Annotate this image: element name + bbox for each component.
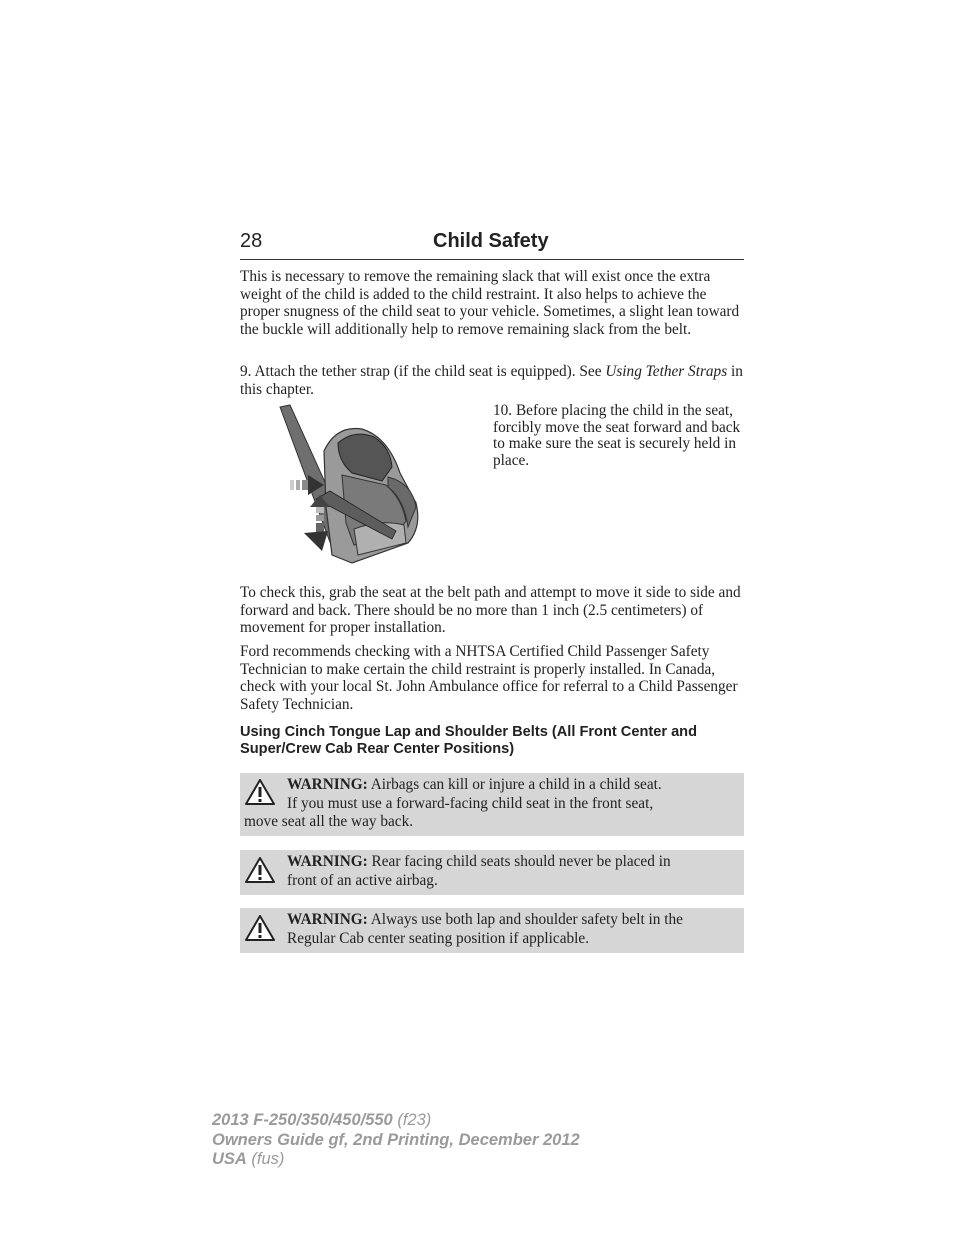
footer-guide-line: Owners Guide gf, 2nd Printing, December 2012 bbox=[212, 1130, 580, 1149]
page-number: 28 bbox=[240, 230, 263, 252]
warning-triangle-icon bbox=[244, 778, 276, 806]
footer-region-line bbox=[212, 1150, 580, 1170]
step-9-text: 9. Attach the tether strap (if the child seat is equipped). See bbox=[240, 363, 606, 380]
warning-2-line-2: front of an active airbag. bbox=[287, 872, 438, 889]
warning-3-line-2: Regular Cab center seating position if applicable. bbox=[287, 930, 590, 947]
section-subheading: Using Cinch Tongue Lap and Shoulder Belts (All Front Center and Super/Crew Cab Rear Center Positions) bbox=[240, 724, 698, 757]
footer-model-code: (f23) bbox=[392, 1111, 432, 1129]
warning-triangle-icon bbox=[244, 856, 276, 884]
step-9-paragraph bbox=[240, 363, 746, 398]
warning-box-airbag-forward bbox=[240, 773, 744, 836]
warning-2-line-1 bbox=[287, 852, 671, 871]
warning-2-text: Rear facing child seats should never be placed in bbox=[367, 853, 671, 870]
warning-box-rear-facing bbox=[240, 850, 744, 895]
ford-recommends-paragraph: Ford recommends checking with a NHTSA Certified Child Passenger Safety Technician to make certain the child restraint is properly installed. In Canada, check with your local St. John Ambulance office for referral to a Child Passenger Safety Technician. bbox=[240, 643, 738, 713]
warning-1-line-2: If you must use a forward-facing child seat in the front seat, bbox=[287, 795, 654, 812]
warning-1-text: Airbags can kill or injure a child in a child seat. bbox=[367, 776, 662, 793]
warning-label: WARNING: bbox=[287, 853, 368, 870]
step-9-suffix: in this chapter. bbox=[240, 363, 743, 398]
warning-triangle-icon bbox=[244, 914, 276, 942]
page-footer bbox=[212, 1111, 580, 1170]
slack-paragraph: This is necessary to remove the remaining slack that will exist once the extra weight of the child is added to the child restraint. It also helps to achieve the proper snugness of the child seat to your vehicle. Sometimes, a slight lean toward the buckle will additionally help to remove remaining slack from the belt. bbox=[240, 268, 740, 338]
warning-box-lap-shoulder bbox=[240, 908, 744, 953]
warning-3-line-1 bbox=[287, 910, 683, 929]
warning-1-line-3: move seat all the way back. bbox=[244, 813, 414, 830]
warning-label: WARNING: bbox=[287, 911, 368, 928]
footer-model: 2013 F-250/350/450/550 bbox=[212, 1111, 393, 1129]
child-seat-illustration bbox=[276, 403, 426, 565]
footer-region-code: (fus) bbox=[246, 1150, 285, 1168]
warning-1-line-1 bbox=[287, 775, 662, 794]
check-paragraph: To check this, grab the seat at the belt path and attempt to move it side to side and forward and back. There should be no more than 1 inch (2.5 centimeters) of movement for proper installation. bbox=[240, 584, 741, 637]
page-header bbox=[240, 229, 744, 260]
warning-3-text: Always use both lap and shoulder safety belt in the bbox=[367, 911, 683, 928]
warning-label: WARNING: bbox=[287, 776, 368, 793]
footer-region: USA bbox=[212, 1150, 247, 1168]
step-10-paragraph: 10. Before placing the child in the seat, forcibly move the seat forward and back to make sure the seat is securely held in place. bbox=[493, 402, 741, 469]
chapter-title: Child Safety bbox=[433, 230, 549, 252]
tether-straps-reference: Using Tether Straps bbox=[605, 363, 728, 380]
footer-model-line bbox=[212, 1111, 580, 1131]
